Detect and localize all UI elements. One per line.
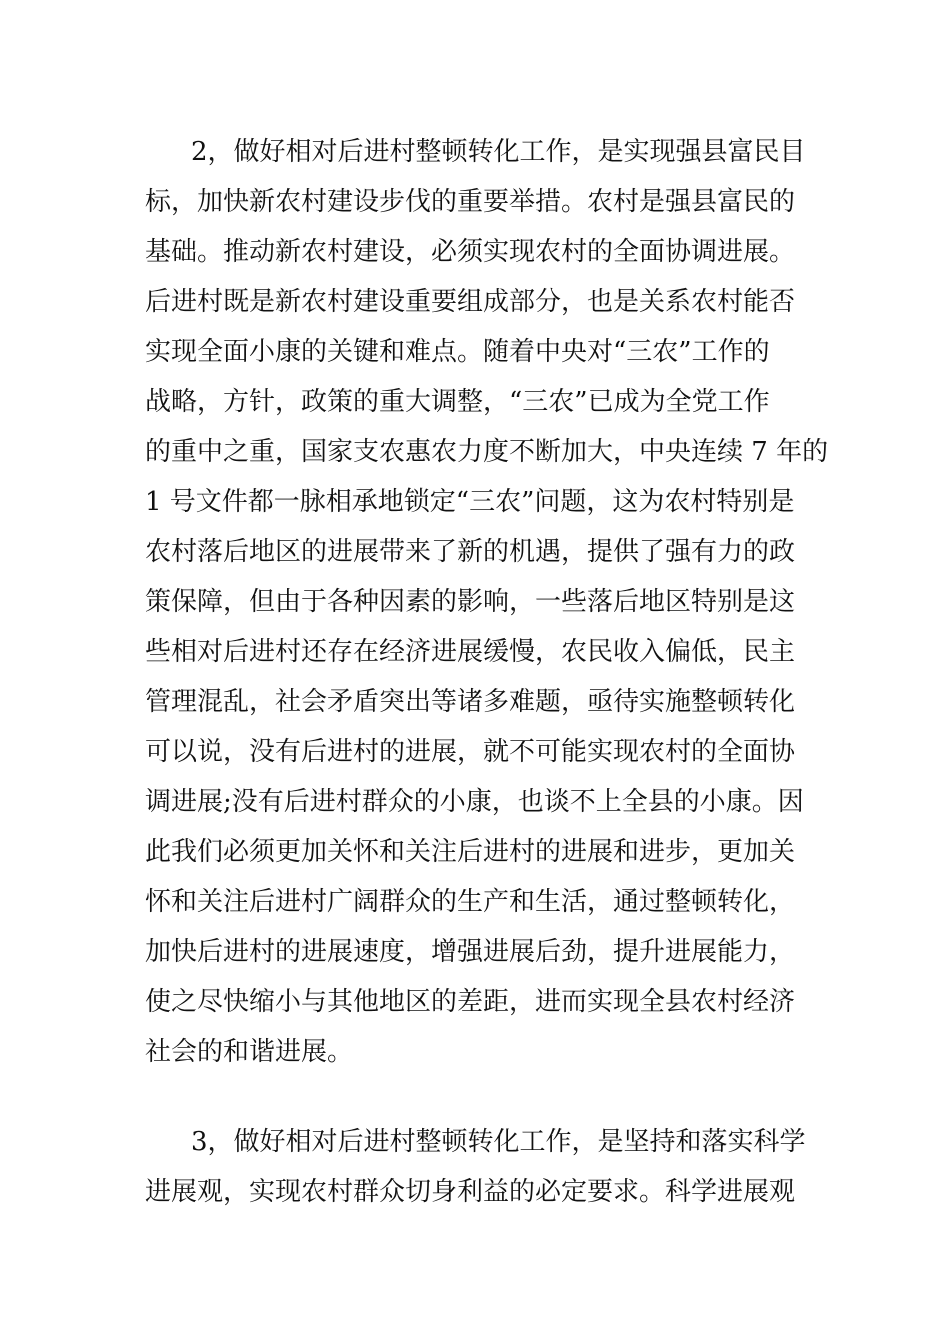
paragraph-line: 基础。推动新农村建设，必须实现农村的全面协调进展。 — [145, 237, 796, 267]
paragraph-line: 实现全面小康的关键和难点。随着中央对“三农”工作的 — [145, 337, 770, 367]
paragraph-line: 进展观，实现农村群众切身利益的必定要求。科学进展观 — [145, 1177, 796, 1207]
paragraph-2 — [145, 127, 829, 1077]
paragraph-line: 可以说，没有后进村的进展，就不可能实现农村的全面协 — [145, 737, 796, 767]
paragraph-line: 后进村既是新农村建设重要组成部分，也是关系农村能否 — [145, 287, 796, 317]
paragraph-line: 加快后进村的进展速度，增强进展后劲，提升进展能力， — [145, 937, 796, 967]
paragraph-line: 策保障，但由于各种因素的影响，一些落后地区特别是这 — [145, 587, 796, 617]
paragraph-line: 3，做好相对后进村整顿转化工作，是坚持和落实科学 — [191, 1127, 806, 1157]
paragraph-line: 管理混乱，社会矛盾突出等诸多难题，亟待实施整顿转化 — [145, 687, 796, 717]
paragraph-line: 怀和关注后进村广阔群众的生产和生活，通过整顿转化， — [145, 887, 796, 917]
paragraph-3 — [145, 1117, 825, 1217]
paragraph-line: 使之尽快缩小与其他地区的差距，进而实现全县农村经济 — [145, 987, 796, 1017]
paragraph-line: 标，加快新农村建设步伐的重要举措。农村是强县富民的 — [145, 187, 796, 217]
paragraph-line: 农村落后地区的进展带来了新的机遇，提供了强有力的政 — [145, 537, 796, 567]
paragraph-line: 调进展;没有后进村群众的小康，也谈不上全县的小康。因 — [145, 787, 804, 817]
paragraph-line: 此我们必须更加关怀和关注后进村的进展和进步，更加关 — [145, 837, 796, 867]
paragraph-line: 1 号文件都一脉相承地锁定“三农”问题，这为农村特别是 — [145, 487, 795, 517]
paragraph-line: 2，做好相对后进村整顿转化工作，是实现强县富民目 — [191, 137, 806, 167]
paragraph-line: 战略，方针，政策的重大调整，“三农”已成为全党工作 — [145, 387, 770, 417]
paragraph-line: 社会的和谐进展。 — [145, 1037, 354, 1067]
paragraph-line: 些相对后进村还存在经济进展缓慢，农民收入偏低，民主 — [145, 637, 796, 667]
paragraph-line: 的重中之重，国家支农惠农力度不断加大，中央连续 7 年的 — [145, 437, 829, 467]
